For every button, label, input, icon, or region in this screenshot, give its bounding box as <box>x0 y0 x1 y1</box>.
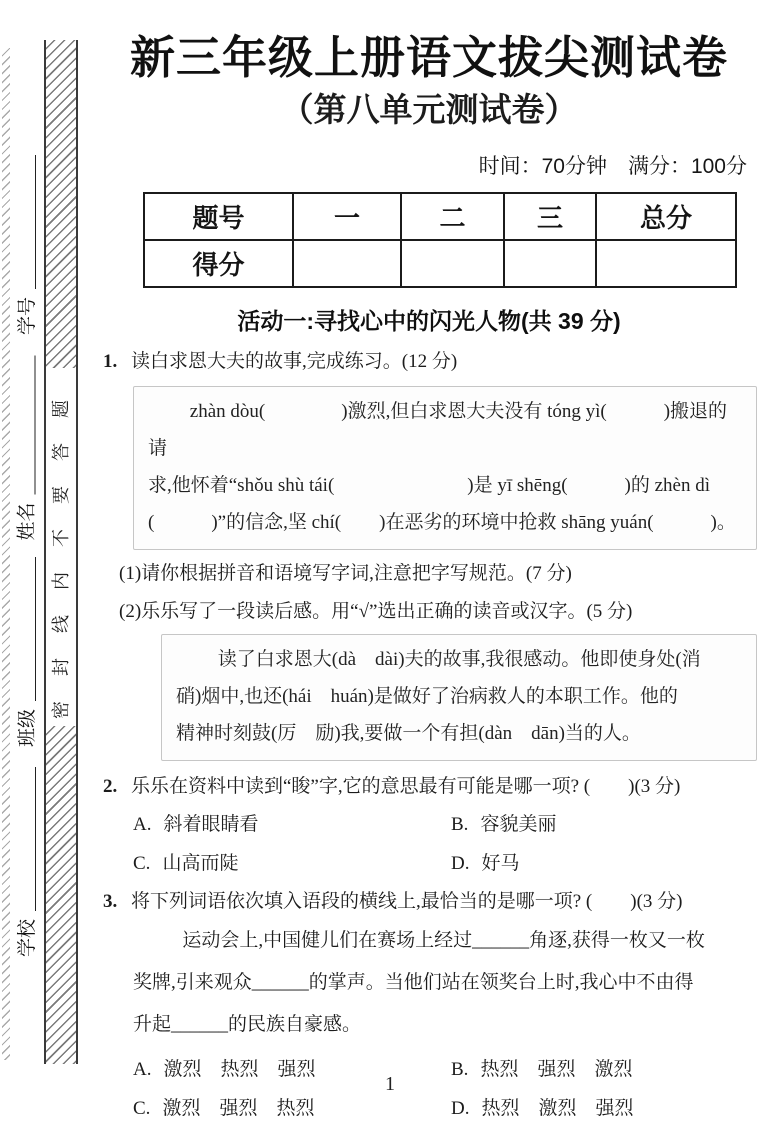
seal-band <box>44 40 78 1064</box>
question-1-sub-2: (2)乐乐写了一段读后感。用“√”选出正确的读音或汉字。(5 分) <box>119 601 633 622</box>
score-cell-empty <box>401 240 504 287</box>
question-2-number: 2. <box>103 776 118 797</box>
reading-response-box <box>161 634 757 761</box>
question-3-stem: 将下列词语依次填入语段的横线上,最恰当的是哪一项? ( )(3 分) <box>131 891 683 912</box>
reading-box-line: 读了白求恩大(dà dài)夫的故事,我很感动。他即使身处(消 <box>217 649 701 670</box>
option-c <box>133 1097 451 1121</box>
question-1 <box>95 348 763 376</box>
option-d-label: D. <box>451 853 470 874</box>
exam-meta: 时间：70分钟 满分：100分 <box>478 155 747 178</box>
score-header-cell: 二 <box>401 193 504 240</box>
score-header-cell: 一 <box>293 193 401 240</box>
field-class <box>15 557 39 747</box>
question-2-stem: 乐乐在资料中读到“睃”字,它的意思最有可能是哪一项? ( )(3 分) <box>131 776 681 797</box>
score-header-cell: 题号 <box>144 193 293 240</box>
field-student-id-label: 学号 <box>17 296 38 335</box>
pinyin-box-line: zhàn dòu( )激烈,但白求恩大夫没有 tóng yì( )搬退的请 <box>148 401 728 459</box>
passage-line: 升起______的民族自豪感。 <box>133 1014 362 1035</box>
option-b-text: 容貌美丽 <box>480 814 557 835</box>
page-title: 新三年级上册语文拔尖测试卷 <box>129 33 728 83</box>
score-row-label: 得分 <box>144 240 293 287</box>
option-b-label: B. <box>451 814 469 835</box>
question-3-number: 3. <box>103 891 118 912</box>
option-d <box>451 852 763 876</box>
field-name <box>15 356 39 541</box>
option-b-text: 热烈 强烈 激烈 <box>480 1059 633 1080</box>
seal-text-segment <box>46 368 76 726</box>
score-cell-empty <box>596 240 736 287</box>
field-school-line <box>35 767 36 911</box>
score-header-cell: 三 <box>504 193 596 240</box>
page-edge-hatch <box>2 48 10 1060</box>
field-school <box>15 767 39 957</box>
field-student-id-line <box>35 155 36 289</box>
reading-box-line: 精神时刻鼓(厉 励)我,要做一个有担(dàn dān)当的人。 <box>176 723 641 744</box>
field-class-line <box>35 557 36 701</box>
question-2 <box>95 773 763 801</box>
question-1-stem: 读白求恩大夫的故事,完成练习。(12 分) <box>131 351 458 372</box>
score-cell-empty <box>293 240 401 287</box>
option-d-text: 好马 <box>481 853 520 874</box>
option-c-text: 山高而陡 <box>162 853 239 874</box>
option-d-text: 热烈 激烈 强烈 <box>481 1098 634 1119</box>
score-table-header-row <box>144 193 736 240</box>
question-1-sub-1: (1)请你根据拼音和语境写字词,注意把字写规范。(7 分) <box>119 563 572 584</box>
score-table-score-row <box>144 240 736 287</box>
reading-box-line: 硝)烟中,也还(hái huán)是做好了治病救人的本职工作。他的 <box>176 686 678 707</box>
score-cell-empty <box>504 240 596 287</box>
field-school-label: 学校 <box>17 918 38 957</box>
question-3-passage <box>133 920 737 1046</box>
option-b-label: B. <box>451 1059 469 1080</box>
score-header-cell: 总分 <box>596 193 736 240</box>
seal-notice-text: 密封线内不要答题 <box>51 375 71 719</box>
option-c-label: C. <box>133 1098 151 1119</box>
seal-hatch-top <box>46 40 76 368</box>
option-c-label: C. <box>133 853 151 874</box>
option-a-label: A. <box>133 814 152 835</box>
question-3 <box>95 888 763 916</box>
pinyin-box <box>133 386 757 550</box>
section-heading: 活动一:寻找心中的闪光人物(共 39 分) <box>237 308 621 334</box>
option-b <box>451 813 763 837</box>
pinyin-box-line: 求,他怀着“shǒu shù tái( )是 yī shēng( )的 zhèn dì <box>148 475 711 496</box>
field-name-label: 姓名 <box>16 502 38 541</box>
field-student-id <box>15 155 39 335</box>
exam-page <box>95 30 763 1121</box>
option-a-label: A. <box>133 1059 152 1080</box>
option-a-text: 斜着眼睛看 <box>163 814 259 835</box>
passage-line: 奖牌,引来观众______的掌声。当他们站在领奖台上时,我心中不由得 <box>133 972 694 993</box>
question-2-options <box>133 813 763 876</box>
page-subtitle: （第八单元测试卷） <box>280 93 578 129</box>
passage-line: 运动会上,中国健儿们在赛场上经过______角逐,获得一枚又一枚 <box>182 930 705 951</box>
pinyin-box-line: ( )”的信念,坚 chí( )在恶劣的环境中抢救 shāng yuán( )。 <box>148 512 736 533</box>
page-number: 1 <box>385 1073 395 1095</box>
question-1-number: 1. <box>103 351 118 372</box>
option-a <box>133 813 451 837</box>
field-class-label: 班级 <box>17 708 38 747</box>
option-a-text: 激烈 热烈 强烈 <box>163 1059 316 1080</box>
score-table <box>143 192 737 288</box>
seal-hatch-bottom <box>46 726 76 1064</box>
option-c <box>133 852 451 876</box>
option-d <box>451 1097 763 1121</box>
field-name-line <box>35 356 36 495</box>
option-d-label: D. <box>451 1098 470 1119</box>
option-c-text: 激烈 强烈 热烈 <box>162 1098 315 1119</box>
